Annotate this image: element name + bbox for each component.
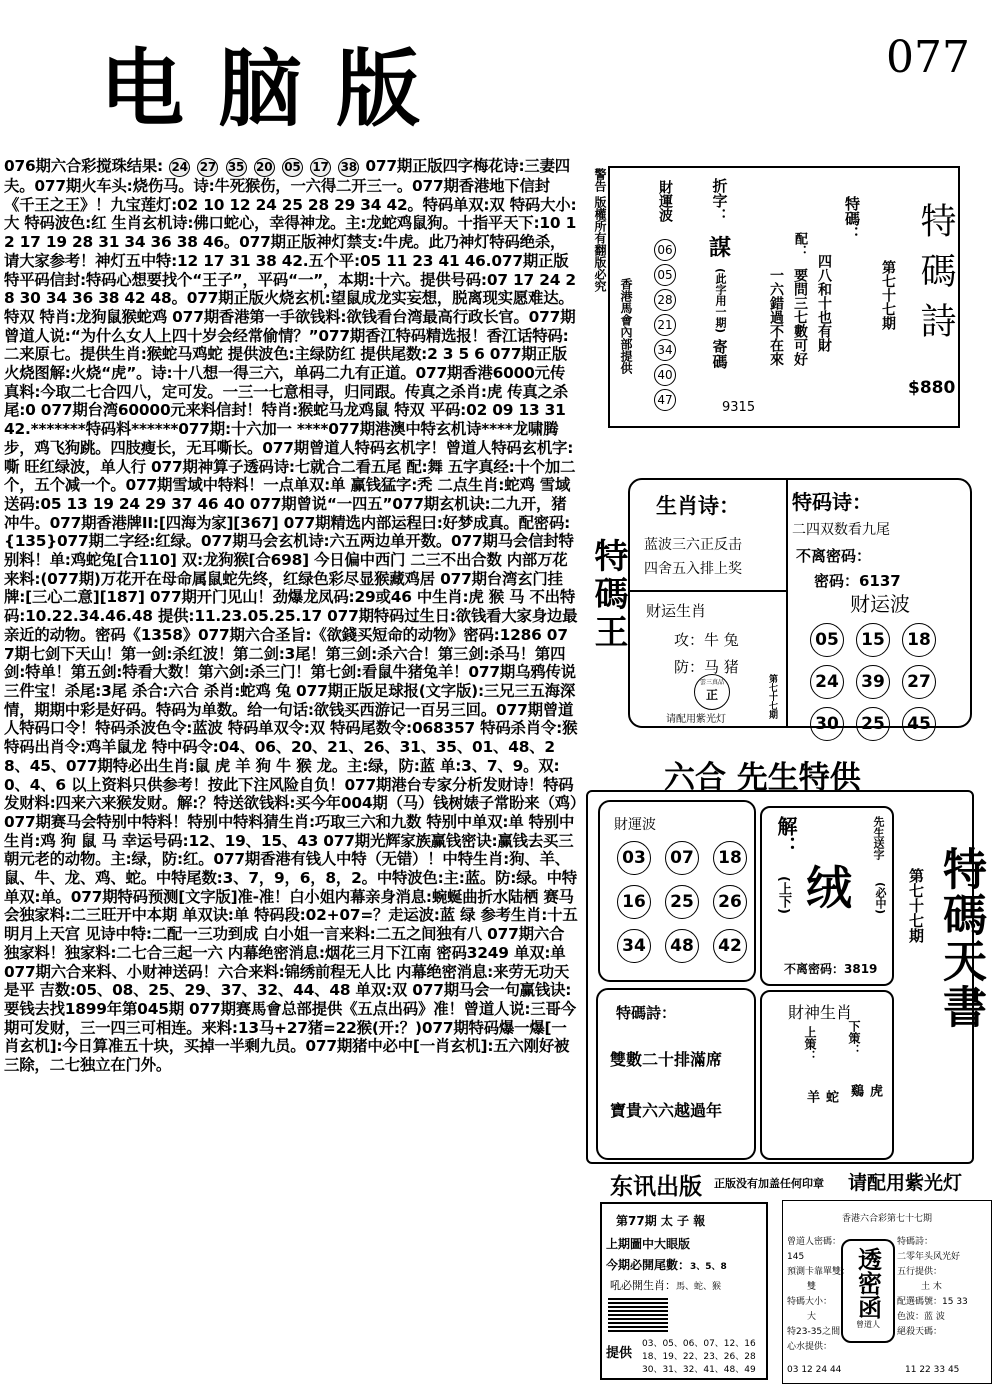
tianshu-char-cell — [760, 806, 894, 986]
results-label: 076期六合彩搅珠结果: — [4, 157, 164, 175]
split-char-tail: 寄碼 — [710, 339, 729, 370]
taizi-num-row: 18、19、22、23、26、28 — [642, 1352, 756, 1362]
fortune-wave-cell — [788, 592, 972, 734]
wave-ball: 25 — [665, 885, 699, 919]
result-ball: 27 — [197, 158, 218, 177]
wave-ball: 18 — [902, 623, 936, 657]
wave-ball: 05 — [654, 264, 676, 286]
toumi-right-line: 五行提供： — [897, 1267, 943, 1277]
fortune-wave-col — [650, 180, 680, 414]
toumi-sub: 曾道人 — [856, 1320, 880, 1329]
tema-king-box — [628, 478, 972, 734]
wave-ball: 15 — [856, 623, 890, 657]
defend-zodiac: 防：马 猪 — [674, 658, 739, 676]
seal-char: 正 — [705, 688, 718, 702]
zodiac-poem-line: 四舍五入排上奖 — [644, 561, 742, 577]
tianshu-box — [586, 790, 986, 1164]
tema-king-side: 特碼王 — [588, 538, 628, 652]
wave-ball: 05 — [810, 623, 844, 657]
tema-label: 特碼： — [843, 196, 861, 241]
toumi-left-line: 曾道人密碼：145 — [787, 1237, 842, 1262]
wave-ball: 42 — [713, 929, 747, 963]
toumi-left-line: 心水提供： — [787, 1342, 833, 1352]
taizi-line: 上期圖中大眼版 — [606, 1237, 691, 1251]
toumi-right-line: 絕殺天碼： — [897, 1327, 943, 1337]
toumi-left-line: 特碼大小： — [787, 1297, 833, 1307]
poem-line: 一六錯過不在來 — [768, 268, 784, 366]
fortune-zodiac-cell — [630, 592, 788, 728]
jie-sub: (上下) — [776, 876, 791, 914]
issue-vertical: 第七十七期 — [880, 260, 896, 330]
toumi-foot-left: 03 12 24 44 — [787, 1365, 842, 1375]
taizi-num-row: 30、31、32、41、48、49 — [642, 1365, 756, 1375]
publisher: 东讯出版 — [610, 1174, 702, 1200]
poem-line: 四八和十也有財 — [816, 254, 832, 352]
result-ball: 17 — [310, 158, 331, 177]
article-body: 077期正版四字梅花诗:三妻四夫。077期火车头:烧伤马。诗:牛死猴伤，一六得二开三一。077期香港地下信封《千王之王》！九宝莲灯:02 10 12 24 25 28 29 34 42。特码单双:双 特码大小:大 特码波色:红 生肖玄机诗:佛口蛇心，幸得神龙。主:龙蛇鸡鼠狗。十指平天下:10 12 17 19 28 31 34 36 38 46。077期正版神灯禁支:牛虎。此乃神灯特码绝杀，请大家参考！神灯五中特:12 17 31 38 42.五个平:05 11 23 41 46.077期正版特平码信封:特码心想要找个“王子”，平码“一”，本期:十六。提供号码:07 17 24 28 30 34 36 38 42 48。077期正版火烧玄机:望鼠成龙实妄想，脱离现实愿难达。特双 特肖:龙狗鼠猴蛇鸡 077期香港第一手欲钱料:欲钱看台湾最高行政长官。077期曾道人说:“为什么女人上四十岁会经常偷情？”077期香江特码精选报！香江话特码:二来原七。提供生肖:猴蛇马鸡蛇 提供波色:主绿防红 提供尾数:2 3 5 6 077期正版火烧图解:火烧“虎”。诗:十八想一得三六，单码二九有正道。077期香港6000元传真料:今取二七合四八，定可发。一三一七意相寻，归同跟。传真之杀肖:虎 传真之杀尾:0 077期台湾60000元来料信封！特肖:猴蛇马龙鸡鼠 特双 平码:02 09 13 31 42.*******特码料******077期:十六加一 ****077期港澳中特玄机诗****龙啸腾步，鸡飞狗跳。四肢瘦长，无耳嘶长。077期曾道人特码玄机字！曾道人特码玄机字:嘶 旺红绿波，单人行 077期神算子透码诗:七就合二看五尾 配:舞 五字真经:十个加二个，五个减一个。077期雪域中特料！一点单双:单 赢钱猛字:秃 二点生肖:蛇鸡 雪域送码:05 13 19 24 29 37 46 40 077期曾说“一四五”077期玄机诀:二九开，猪冲牛。077期香港牌II:[四海为家][367] 077期精选内部运程曰:好梦成真。配密码:{135}077期二字经:红绿。077期马会玄机诗:六五两边单开数。077期马会信封特别料！单:鸡蛇兔[合110] 双:龙狗猴[合698] 今日偏中西门 二三不出合数 内部万花来料:(077期)万花开在母命属鼠蛇先终，红绿色彩尽显猴藏鸡居 077期台湾玄门挂牌:[三心二意][187] 077期开门见山！劲爆龙凤码:29或46 中生肖:虎 猴 马 不出特码:10.22.34.46.48 提供:11.23.05.25.17 077期特码过生日:欲钱看大家身边最亲近的动物。密码《1358》077期六合圣旨:《欲錢买短命的动物》密码:1286 077期七剑下天山！第一剑:杀红波！第二剑:3尾！第三剑:杀六合！第三剑:杀马！第四剑:特单！第五剑:特看大数！第六剑:杀三门！第七剑:看鼠牛猪兔羊！077期乌鸦传说三件宝！杀尾:3尾 杀合:六合 杀肖:蛇鸡 兔 077期正版足球报(文字版):三兄三五海深情，期期中彩是好码。特码为单数。给一句话:欲钱买西游记一百另三回。077期曾道人特码口令！特码杀波色令:蓝波 特码单双令:双 特码尾数令:068357 特码杀肖令:猴 特码出肖令:鸡羊鼠龙 特中码令:04、06、20、21、26、31、35、01、48、28、45、077期特必出生肖:鼠 虎 羊 狗 牛 猴 龙。主:绿，防:蓝 单:3、7、9。双:0、4、6 以上资料只供参考！按此下注风险自负！077期港台专家分析发财诗！特码发财料:四来六来猴发财。解:？特送欲钱料:买今年004期（马）钱树婊子常盼来（鸡）077期赛马会特别中特料！特别中特料猜生肖:巧取三六和九数 特别中单双:单 特别中生肖:鸡 狗 鼠 马 幸运号码:12、19、15、43 077期光辉家族赢钱密诀:赢钱去买三朝元老的动物。主:绿，防:红。077期香港有钱人中特（无错）！中特生肖:狗、羊、鼠、牛、龙、鸡、蛇。中特尾数:3、7，9，6，8，2。中特波色:主:蓝。防:绿。中特单双:单。077期特码预测[文字版]准-准！白小姐内幕亲身消息:蜿蜒曲折水陆栖 赛马会独家料:二三旺开中本期 单双诀:单 特码段:02+07=？走运波:蓝 绿 参考生肖:十五明月上天宫 见诗中特:二配一三功到成 白小姐一言来料:二五之间独有八 077期六合独家料！独家料:二七合三起一六 内幕绝密消息:烟花三月下江南 密码3249 单双:单 077期六合来料、小财神送码！六合来料:锦绣前程无人比 内幕绝密消息:来劳无功天是平 吉数:05、08、25、29、37、32、44、48 单双:双 077期马会一句赢钱诀:要钱去找1899年第045期 077期赛馬會总部提供《五点出码》准！曾道人说:三哥今期可发财，三一四三可相连。来料:13马+27猪=22猴(开:？)077期特码爆一爆[一肖玄机]:今日算准五十块，买掉一半剩九员。077期猪中必中[一肖玄机]:五六刚好被三除，二七独立在门外。 — [4, 157, 578, 1075]
issue-number: 077 — [886, 32, 970, 83]
toumi-center — [841, 1239, 895, 1343]
jie-label: 解： — [774, 816, 798, 856]
tianshu-wave-cell — [598, 800, 756, 982]
tianshu-poem-line: 寶貴六六越過年 — [610, 1101, 723, 1120]
result-ball: 24 — [169, 158, 190, 177]
taizi-value: 馬、蛇、猴 — [676, 1282, 722, 1292]
tianshu-wave-title: 財運波 — [614, 817, 656, 833]
result-ball: 20 — [254, 158, 275, 177]
toumi-right-line: 土 木 — [921, 1282, 942, 1292]
toumi-right — [897, 1235, 991, 1340]
page-title: 电脑版 — [100, 39, 455, 138]
taizi-num-row: 03、05、06、07、12、16 — [642, 1339, 756, 1349]
result-ball: 05 — [282, 158, 303, 177]
taizi-line: 今期必開尾數： — [606, 1258, 691, 1272]
secret-code: 密码：6137 — [814, 572, 901, 590]
split-char-label: 折字： — [710, 178, 729, 223]
wave-ball: 21 — [654, 314, 676, 336]
tianshu-poem-line: 雙數二十排滿席 — [610, 1050, 723, 1069]
toumi-left-line: 特23-35之間 — [787, 1327, 841, 1337]
tianshu-poem-cell — [596, 988, 756, 1160]
toumi-header: 香港六合彩第七十七期 — [841, 1214, 932, 1224]
box-number: 9315 — [722, 400, 756, 415]
wave-ball: 48 — [665, 929, 699, 963]
pei-label: 配： — [792, 232, 807, 258]
stamp-note: 正版没有加盖任何印章 — [714, 1177, 824, 1190]
seal-stamp — [694, 674, 730, 710]
uv-hint: 请配用紫光灯 — [666, 714, 726, 725]
toumi-foot-right: 11 22 33 45 — [905, 1365, 960, 1375]
caishen-title: 財神生肖 — [788, 1003, 853, 1022]
upper-values: 蛇 羊 — [804, 1090, 838, 1121]
taizi-line: 吼必開生肖： — [610, 1279, 676, 1292]
wave-ball: 39 — [856, 665, 890, 699]
poem-line: 要問三七數可好 — [792, 268, 808, 366]
toumi-left-line: 雙 — [807, 1282, 817, 1292]
toumi-title: 透密函 — [853, 1247, 882, 1319]
wave-ball: 03 — [617, 841, 651, 875]
taizi-provide: 提供 — [606, 1346, 633, 1361]
wave-ball: 28 — [654, 289, 676, 311]
taizi-zodiac-row — [610, 1277, 766, 1293]
source-label: 香港馬會內部提供 — [619, 278, 633, 374]
toumi-right-line: 二零年头风光好 — [897, 1252, 961, 1262]
wave-ball: 26 — [713, 885, 747, 919]
main-article — [4, 157, 578, 1075]
price: $880 — [908, 378, 956, 398]
result-ball: 38 — [338, 158, 359, 177]
wave-ball: 40 — [654, 364, 676, 386]
taizi-value: 3、5、8 — [690, 1262, 727, 1272]
lower-values: 虎 鷄 — [848, 1084, 882, 1115]
bizhong-label: (必中) — [874, 882, 887, 915]
fortune-zodiac-title: 财运生肖 — [646, 602, 707, 620]
caishen-cell — [760, 990, 894, 1160]
toumi-box — [782, 1200, 992, 1384]
wave-ball: 27 — [902, 665, 936, 699]
issue-vertical: 第七十七期 — [767, 674, 777, 719]
wave-ball: 47 — [654, 389, 676, 411]
wave-ball: 24 — [810, 665, 844, 699]
wave-ball: 34 — [617, 929, 651, 963]
wave-ball: 34 — [654, 339, 676, 361]
zodiac-poem-cell — [630, 480, 788, 592]
split-char-note: (此字用一期) — [714, 268, 727, 334]
fortune-wave-label: 財運波 — [657, 180, 673, 222]
toumi-left-line: 大 — [807, 1312, 817, 1322]
tema-poem-title: 特码诗： — [792, 490, 872, 514]
toumi-right-line: 色波：蓝 波 — [897, 1312, 945, 1322]
wave-ball-row — [804, 619, 972, 745]
taizi-nums — [642, 1338, 756, 1377]
issue-vertical: 第七十七期 — [907, 868, 925, 943]
taizi-stripes — [608, 1296, 668, 1332]
tianshu-poem-title: 特碼詩： — [616, 1004, 677, 1022]
uv-hint: 请配用紫光灯 — [848, 1172, 963, 1194]
toumi-left-line: 預測卡靠單雙： — [787, 1267, 851, 1277]
wave-ball: 06 — [654, 239, 676, 261]
split-char: 謀 — [708, 236, 731, 261]
poem-box-frame — [608, 166, 960, 428]
wave-ball: 25 — [856, 707, 890, 741]
secret-code: 不离密码：3819 — [784, 962, 878, 976]
tianshu-ball-grid — [610, 836, 754, 968]
split-char-col — [700, 178, 740, 369]
poem-box — [592, 158, 992, 458]
zodiac-poem-title: 生肖诗： — [656, 494, 740, 518]
wave-ball: 18 — [713, 841, 747, 875]
xiansheng-label: 先生送字 — [872, 816, 885, 860]
seal-text: 雲三真品 — [699, 679, 724, 686]
wave-ball: 07 — [665, 841, 699, 875]
wave-ball: 30 — [810, 707, 844, 741]
tema-poem-cell — [788, 480, 972, 590]
fortune-wave-title: 财运波 — [850, 592, 910, 616]
taizi-box — [600, 1202, 768, 1380]
attack-zodiac: 攻：牛 兔 — [674, 631, 739, 649]
tema-poem-line: 二四双数看九尾 — [792, 522, 890, 538]
big-title-tianshu: 特碼天書 — [935, 846, 986, 1030]
wave-ball: 45 — [902, 707, 936, 741]
big-title-tema-poem: 特碼詩 — [915, 202, 956, 352]
tianshu-heading: 六合 先生特供 — [664, 760, 861, 796]
lower-strategy: 下策： — [847, 1020, 861, 1056]
upper-strategy: 上策： — [803, 1026, 817, 1062]
tema-poem-line: 不离密码： — [796, 547, 872, 565]
toumi-right-line: 配選碼號：15 33 — [897, 1297, 968, 1307]
result-ball: 35 — [226, 158, 247, 177]
taizi-title: 第77期 太 子 報 — [616, 1214, 706, 1228]
zodiac-poem-line: 蓝波三六正反击 — [644, 537, 742, 553]
warning-text: 警告 版權所有翻版必究 — [593, 168, 607, 293]
toumi-right-line: 特碼詩： — [897, 1237, 934, 1247]
wave-ball: 16 — [617, 885, 651, 919]
mystery-char: 绒 — [806, 861, 852, 915]
taizi-tail-row — [606, 1256, 766, 1273]
